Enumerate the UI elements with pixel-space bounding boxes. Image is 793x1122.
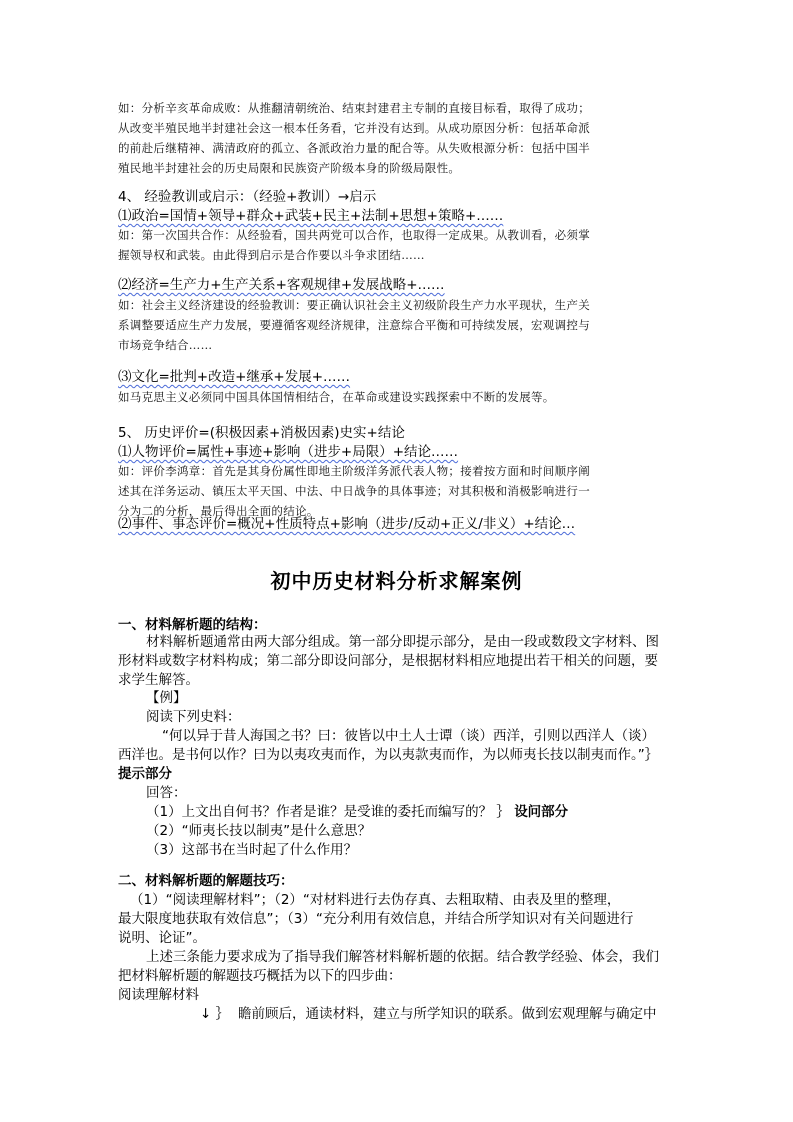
part1-heading: 一、材料解析题的结构： [118, 617, 267, 633]
read-label: 阅读下列史料： [146, 709, 241, 725]
person-example-line: 分为二的分析，最后得出全面的结论。 [118, 504, 319, 518]
economy-formula [118, 276, 445, 294]
question-2: （2）“师夷长技以制夷”是什么意思？ [146, 823, 372, 839]
part2-heading: 二、材料解析题的解题技巧： [118, 873, 294, 889]
example-tag: 【例】 [146, 690, 187, 706]
item4-heading: 4、 经验教训或启示：（经验+教训）→启示 [118, 189, 377, 205]
event-formula-text: ⑵事件、事态评价=概况+性质特点+影响（进步/反动+正义/非义）+结论… [118, 516, 576, 532]
step1-label: 阅读理解材料 [118, 987, 199, 1003]
part2-line: 上述三条能力要求成为了指导我们解答材料解析题的依据。结合教学经验、体会，我们 [146, 949, 659, 965]
answer-label: 回答： [146, 785, 187, 801]
politics-example-line: 握领导权和武装。由此得到启示是合作要以斗争求团结…… [118, 248, 425, 262]
quote-line: “何以异于昔人海国之书？曰：彼皆以中土人士谭（谈）西洋，引则以西洋人（谈） [162, 728, 655, 744]
question-tag: 设问部分 [514, 804, 569, 820]
part1-para-line: 形材料或数字材料构成；第二部分即设问部分，是根据材料相应地提出若干相关的问题，要 [118, 653, 658, 669]
economy-example-line: 如：社会主义经济建设的经验教训：要正确认识社会主义初级阶段生产力水平现状，生产关 [118, 298, 590, 312]
item5-heading: 5、 历史评价=(积极因素+消极因素)史实+结论 [118, 425, 405, 441]
page-title: 初中历史材料分析求解案例 [270, 569, 523, 593]
quote-line: 西洋也。是书何以作？曰为以夷攻夷而作，为以夷款夷而作，为以师夷长技以制夷而作。”｝ [118, 747, 659, 763]
part2-line: 说明、论证”。 [118, 930, 206, 946]
example-line: 从改变半殖民地半封建社会这一根本任务看，它并没有达到。从成功原因分析：包括革命派 [118, 121, 590, 135]
politics-formula-text: ⑴政治=国情+领导+群众+武装+民主+法制+思想+策略+…… [118, 208, 504, 224]
step1-arrow: ↓ ｝ [200, 1006, 230, 1022]
part2-line: （1）“阅读理解材料”；（2）“对材料进行去伪存真、去粗取精、由表及里的整理， [130, 892, 621, 908]
person-example-line: 述其在洋务运动、镇压太平天国、中法、中日战争的具体事迹；对其积极和消极影响进行一 [118, 484, 590, 498]
part1-para-line: 材料解析题通常由两大部分组成。第一部分即提示部分，是由一段或数段文字材料、图 [146, 634, 659, 650]
economy-formula-text: ⑵经济=生产力+生产关系+客观规律+发展战略+…… [118, 277, 445, 293]
part1-para-line: 求学生解答。 [118, 672, 199, 688]
economy-example-line: 系调整要适应生产力发展，要遵循客观经济规律，注意综合平衡和可持续发展，宏观调控与 [118, 318, 590, 332]
culture-example-line: 如马克思主义必须同中国具体国情相结合，在革命或建设实践探索中不断的发展等。 [118, 390, 555, 404]
culture-formula [118, 368, 350, 386]
part2-line: 把材料解析题的解题技巧概括为以下的四步曲： [118, 968, 402, 984]
part2-line: 最大限度地获取有效信息”；（3）“充分利用有效信息，并结合所学知识对有关问题进行 [118, 911, 634, 927]
person-formula-text: ⑴人物评价=属性+事迹+影响（进步+局限）+结论…… [118, 444, 459, 460]
question-3: （3）这部书在当时起了什么作用？ [146, 842, 358, 858]
hint-label: 提示部分 [118, 766, 172, 782]
person-formula [118, 443, 458, 461]
step1-desc: 瞻前顾后，通读材料，建立与所学知识的联系。做到宏观理解与确定中 [238, 1006, 657, 1022]
question-1-text: （1）上文出自何书？作者是谁？是受谁的委托而编写的？ ｝ [146, 804, 510, 820]
example-line: 的前赴后继精神、满清政府的孤立、各派政治力量的配合等。从失败根源分析：包括中国半 [118, 141, 590, 155]
politics-formula [118, 207, 503, 225]
event-formula [118, 515, 575, 533]
economy-example-line: 市场竞争结合…… [118, 338, 213, 352]
culture-formula-text: ⑶文化=批判+改造+继承+发展+…… [118, 369, 351, 385]
example-line: 殖民地半封建社会的历史局限和民族资产阶级本身的阶级局限性。 [118, 161, 461, 175]
example-line: 如：分析辛亥革命成败：从推翻清朝统治、结束封建君主专制的直接目标看，取得了成功； [118, 101, 590, 115]
person-example-line: 如：评价李鸿章：首先是其身份属性即地主阶级洋务派代表人物；接着按方面和时间顺序阐 [118, 464, 590, 478]
politics-example-line: 如：第一次国共合作：从经验看，国共两党可以合作，也取得一定成果。从教训看，必须掌 [118, 228, 590, 242]
question-1 [146, 803, 568, 822]
